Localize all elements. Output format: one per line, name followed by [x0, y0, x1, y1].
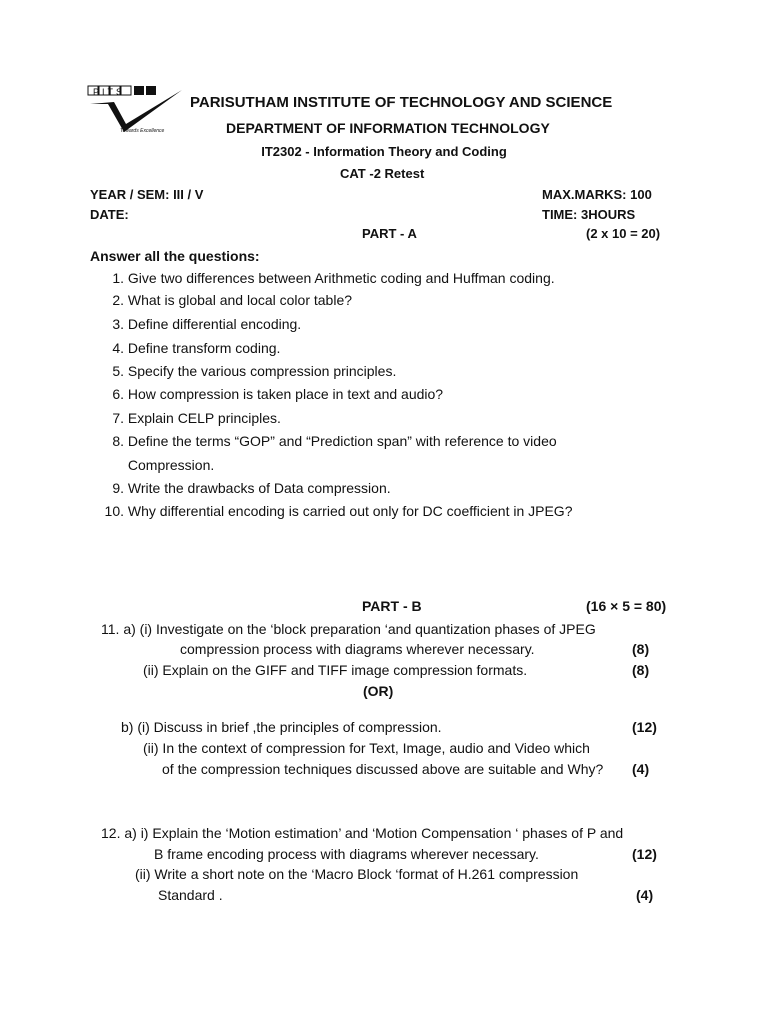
question-number: 10. [104, 503, 124, 519]
question-number: 3. [112, 316, 124, 332]
course-title: IT2302 - Information Theory and Coding [261, 144, 507, 159]
question-number: 1. [112, 270, 124, 286]
q11a-ii: (ii) Explain on the GIFF and TIFF image compression formats. [143, 662, 528, 678]
question-number: 8. [112, 433, 124, 449]
list-item [100, 292, 352, 308]
q12a-mark1: (12) [632, 846, 657, 862]
question-number: 2. [112, 292, 124, 308]
list-item [100, 386, 443, 402]
question-text: Define differential encoding. [127, 316, 302, 332]
question-text: Explain CELP principles. [127, 410, 281, 426]
q11b-ii-line2: of the compression techniques discussed above are suitable and Why? [162, 761, 604, 777]
exam-title: CAT -2 Retest [340, 166, 425, 181]
q11b-mark2: (4) [632, 761, 650, 777]
department-name: DEPARTMENT OF INFORMATION TECHNOLOGY [226, 120, 550, 136]
q11a-mark2: (8) [632, 662, 650, 678]
question-number: 9. [112, 480, 124, 496]
question-text: Write the drawbacks of Data compression. [127, 480, 391, 496]
list-item [100, 316, 301, 332]
max-marks: MAX.MARKS: 100 [542, 187, 652, 202]
question-number: 6. [112, 386, 124, 402]
question-number: 5. [112, 363, 124, 379]
q12a-mark2: (4) [636, 887, 654, 903]
question-text: What is global and local color table? [127, 292, 353, 308]
question-text: Define transform coding. [127, 340, 281, 356]
year-sem: YEAR / SEM: III / V [90, 187, 204, 202]
part-a-marks: (2 x 10 = 20) [586, 226, 661, 241]
time-label: TIME: 3HOURS [542, 207, 636, 222]
question-text: Specify the various compression principles. [127, 363, 397, 379]
list-item [100, 457, 214, 473]
part-a-instruction: Answer all the questions: [90, 248, 260, 264]
q12a-ii-line1: (ii) Write a short note on the ‘Macro Block ‘format of H.261 compression [135, 866, 579, 882]
question-text: Give two differences between Arithmetic coding and Huffman coding. [127, 270, 555, 286]
q11a-mark1: (8) [632, 641, 650, 657]
question-text: How compression is taken place in text and audio? [127, 386, 444, 402]
part-a-title: PART - A [362, 226, 417, 241]
q11b-i: b) (i) Discuss in brief ,the principles of compression. [121, 719, 442, 735]
part-b-title: PART - B [362, 598, 422, 614]
question-text: Why differential encoding is carried out only for DC coefficient in JPEG? [127, 503, 573, 519]
list-item [100, 410, 281, 426]
q12a-ii-line2: Standard . [158, 887, 223, 903]
list-item [100, 363, 396, 379]
list-item [100, 340, 280, 356]
q12a-line1: 12. a) i) Explain the ‘Motion estimation’ and ‘Motion Compensation ‘ phases of P and [101, 825, 624, 841]
q12a-line2: B frame encoding process with diagrams wherever necessary. [154, 846, 539, 862]
q11b-mark1: (12) [632, 719, 657, 735]
list-item [100, 433, 557, 449]
list-item [100, 270, 555, 286]
part-b-marks: (16 × 5 = 80) [586, 598, 667, 614]
logo-lettering: PITS [93, 87, 126, 97]
question-text: Define the terms “GOP” and “Prediction span” with reference to video [127, 433, 557, 449]
institution-name: PARISUTHAM INSTITUTE OF TECHNOLOGY AND SCIENCE [190, 94, 613, 111]
q11a-line1: 11. a) (i) Investigate on the ‘block preparation ‘and quantization phases of JPEG [101, 621, 596, 637]
list-item [100, 480, 391, 496]
question-number: 7. [112, 410, 124, 426]
question-number: 4. [112, 340, 124, 356]
q11a-line2: compression process with diagrams wherever necessary. [180, 641, 535, 657]
logo-tagline: Towards Excellence [120, 128, 165, 134]
question-text: Compression. [127, 457, 215, 473]
date-label: DATE: [90, 207, 129, 222]
or-separator: (OR) [363, 683, 394, 699]
q11b-ii-line1: (ii) In the context of compression for Text, Image, audio and Video which [143, 740, 590, 756]
list-item [100, 503, 572, 519]
